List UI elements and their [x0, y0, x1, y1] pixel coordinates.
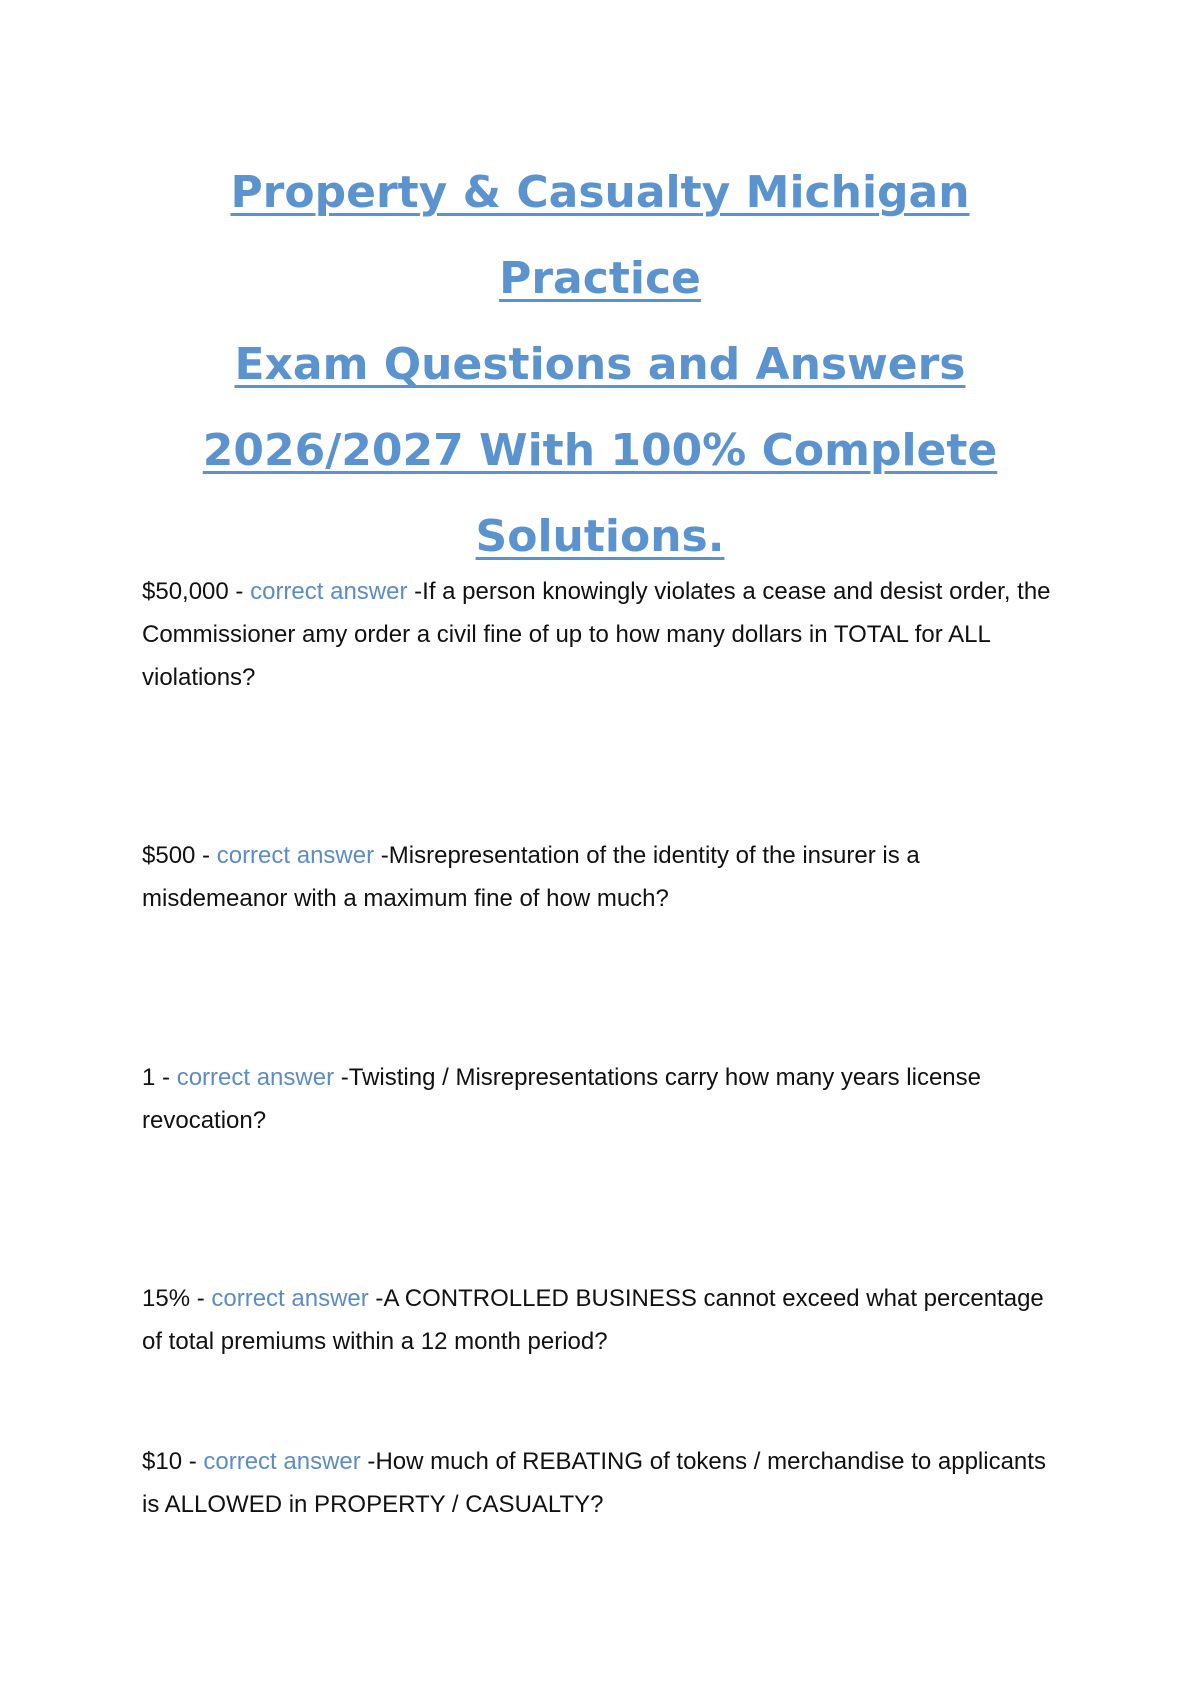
question-text: Misrepresentation of the identity of the insurer is a misdemeanor with a maximum fine of how much? — [142, 842, 920, 912]
document-title — [140, 150, 1060, 580]
question-text: How much of REBATING of tokens / merchandise to applicants is ALLOWED in PROPERTY / CASUALTY? — [142, 1448, 1046, 1518]
title-line-1: Property & Casualty Michigan Practice — [230, 167, 970, 304]
answer-value: $10 — [142, 1448, 183, 1475]
qa-item-3: 1 - correct answer -Twisting / Misrepresentations carry how many years license revocation? — [142, 1064, 981, 1134]
answer-label: correct answer — [203, 1448, 361, 1475]
qa-item-4: 15% - correct answer -A CONTROLLED BUSINESS cannot exceed what percentage of total premiums within a 12 month period? — [142, 1285, 1044, 1355]
question-text: Twisting / Misrepresentations carry how many years license revocation? — [142, 1064, 981, 1134]
answer-value: $500 — [142, 842, 196, 869]
title-line-3: 2026/2027 With 100% Complete — [202, 425, 998, 476]
qa-item-5: $10 - correct answer -How much of REBATING of tokens / merchandise to applicants is ALLOWED in PROPERTY / CASUALTY? — [142, 1448, 1046, 1518]
answer-value: 15% — [142, 1285, 191, 1312]
answer-label: correct answer — [211, 1285, 369, 1312]
answer-value: $50,000 — [142, 578, 229, 605]
question-text: If a person knowingly violates a cease and desist order, the Commissioner amy order a civil fine of up to how many dollars in TOTAL for ALL violations? — [142, 578, 1051, 691]
title-line-2: Exam Questions and Answers — [234, 339, 966, 390]
qa-item-1: $50,000 - correct answer -If a person knowingly violates a cease and desist order, the Commissioner amy order a civil fine of up to how many dollars in TOTAL for ALL violations? — [142, 578, 1051, 691]
qa-item-2: $500 - correct answer -Misrepresentation of the identity of the insurer is a misdemeanor with a maximum fine of how much? — [142, 842, 920, 912]
title-line-4: Solutions. — [475, 511, 725, 562]
question-text: A CONTROLLED BUSINESS cannot exceed what percentage of total premiums within a 12 month period? — [142, 1285, 1044, 1355]
answer-label: correct answer — [250, 578, 408, 605]
answer-label: correct answer — [216, 842, 375, 869]
answer-value: 1 — [142, 1064, 156, 1091]
answer-label: correct answer — [176, 1064, 335, 1091]
